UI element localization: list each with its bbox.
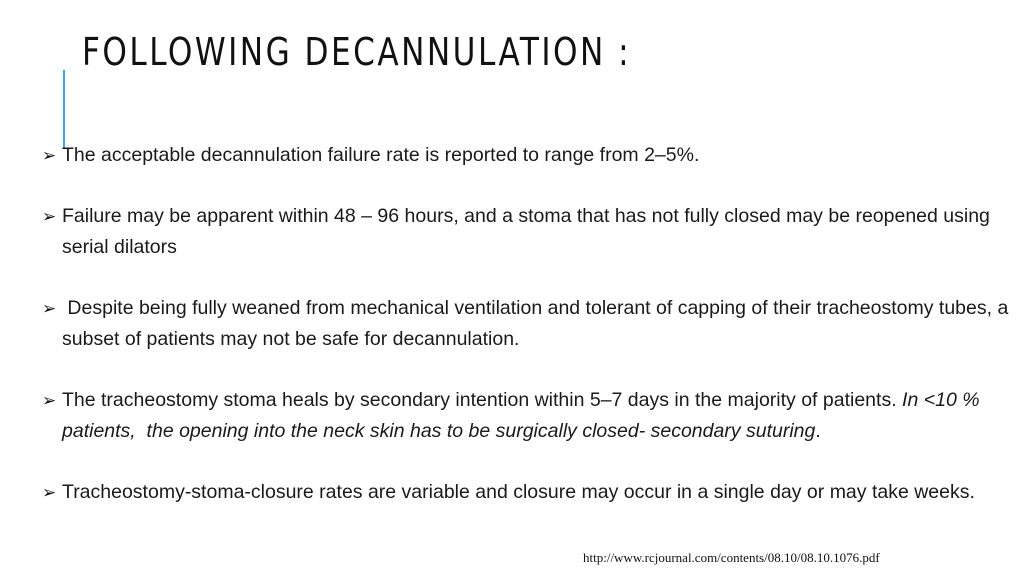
- arrow-bullet-icon: ➢: [42, 299, 57, 318]
- bullet-text-end: .: [815, 420, 821, 442]
- arrow-bullet-icon: ➢: [42, 391, 57, 410]
- arrow-bullet-icon: ➢: [42, 207, 57, 226]
- arrow-bullet-icon: ➢: [42, 146, 57, 165]
- source-link[interactable]: http://www.rcjournal.com/contents/08.10/08.10.1076.pdf: [583, 550, 880, 565]
- bullet-item-1: [42, 140, 1014, 171]
- slide-title: FOLLOWING DECANNULATION :: [82, 30, 632, 74]
- bullet-italic-text: In <10 % patients, the opening into the neck skin has to be surgically closed- secondary suturing: [62, 389, 985, 442]
- arrow-bullet-icon: ➢: [42, 483, 57, 502]
- bullet-item-2: [42, 201, 1014, 263]
- bullet-text: The acceptable decannulation failure rate is reported to range from 2–5%.: [62, 144, 700, 166]
- accent-line: [63, 70, 65, 148]
- bullet-text: The tracheostomy stoma heals by secondary intention within 5–7 days in the majority of patients.: [62, 389, 903, 411]
- bullet-item-4: [42, 385, 1014, 447]
- bullet-text: Tracheostomy-stoma-closure rates are variable and closure may occur in a single day or may take weeks.: [62, 481, 975, 503]
- bullet-text: Failure may be apparent within 48 – 96 hours, and a stoma that has not fully closed may be reopened using serial dilators: [62, 205, 990, 258]
- bullet-list: [42, 140, 1014, 508]
- bullet-item-3: [42, 293, 1014, 355]
- bullet-text: Despite being fully weaned from mechanical ventilation and tolerant of capping of their tracheostomy tubes, a subset of patients may not be safe for decannulation.: [62, 297, 1014, 350]
- bullet-item-5: [42, 477, 1014, 508]
